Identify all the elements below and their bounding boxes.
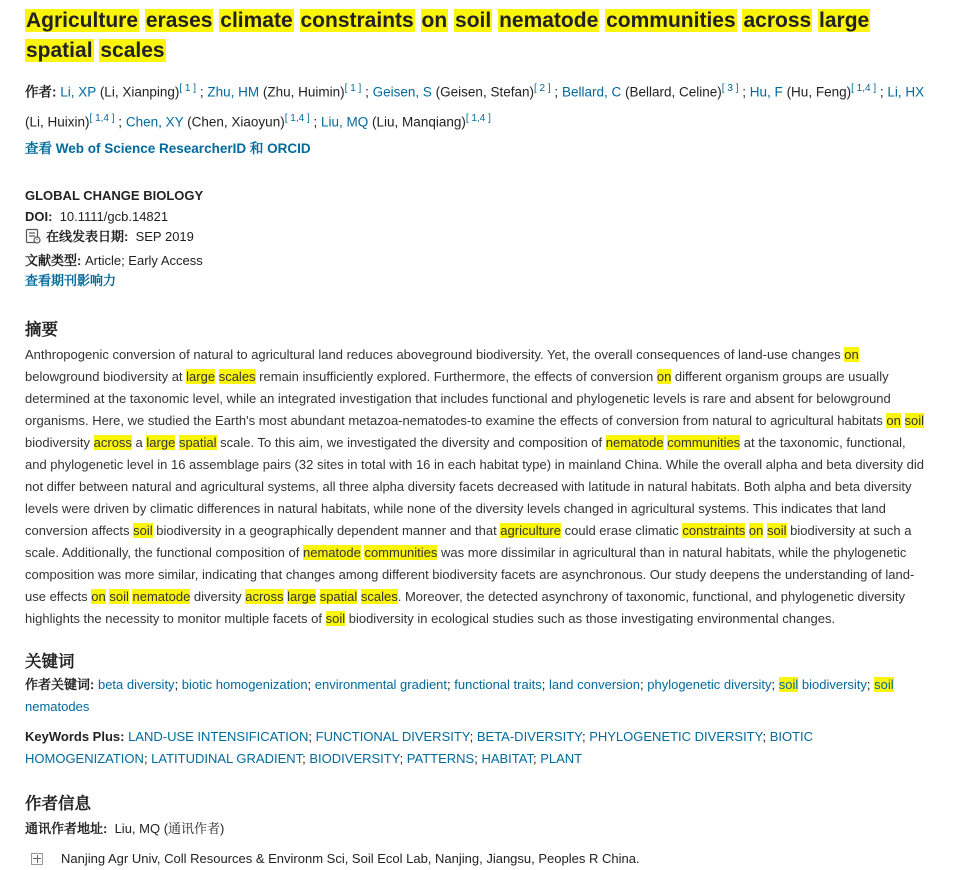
keyword-plus-link[interactable]: PHYLOGENETIC DIVERSITY: [589, 728, 763, 744]
highlighted-term: soil: [133, 522, 153, 538]
keyword-plus-link[interactable]: PATTERNS: [406, 750, 475, 766]
journal-name: GLOBAL CHANGE BIOLOGY: [25, 188, 204, 203]
author-fullname: (Bellard, Celine): [625, 84, 722, 100]
abstract-segment: could erase climatic: [561, 522, 683, 538]
keywords-plus: KeyWords Plus: LAND-USE INTENSIFICATION; FUNCTIONAL DIVERSITY; BETA-DIVERSITY; PHYLOGENETIC DIVERSITY; BIOTIC HOMOGENIZATION; LATITUDINAL GRADIENT; BIODIVERSITY; PATTERNS; HABITAT; PLANT: [25, 728, 814, 766]
calendar-icon: [25, 228, 41, 251]
author-separator: ;: [313, 114, 318, 129]
author-affiliation-ref[interactable]: [ 1,4 ]: [465, 112, 491, 124]
author-fullname: (Liu, Manqiang): [372, 114, 466, 129]
corresponding-author-value: Liu, MQ (通讯作者): [114, 820, 225, 836]
author-separator: ;: [199, 84, 204, 100]
author-fullname: (Geisen, Stefan): [435, 84, 534, 100]
corresponding-author-row: [25, 818, 930, 840]
author-fullname: (Zhu, Huimin): [262, 84, 345, 100]
highlighted-term: nematode: [302, 544, 361, 560]
highlighted-term: communities: [364, 544, 438, 560]
title-word: erases: [145, 9, 213, 32]
abstract-segment: was more dissimilar in agricultural than in natural habitats, while the phylogenetic composition was more similar, indicating that changes among different biodiversity facets are asynchronous. Our study deepens the understanding of land-use effects: [25, 544, 915, 604]
doctype-row: [25, 251, 930, 272]
title-word: constraints: [300, 9, 414, 32]
author-fullname: (Li, Huixin): [25, 114, 90, 129]
authors-label: 作者:: [25, 84, 57, 100]
abstract-heading: 摘要: [25, 320, 58, 339]
author-affiliation-ref[interactable]: [ 1 ]: [179, 83, 197, 94]
title-word: scales: [100, 39, 165, 62]
title-word: large: [819, 9, 870, 32]
researcher-id-link[interactable]: 查看 Web of Science ResearcherID 和 ORCID: [25, 141, 311, 156]
doi-label: DOI:: [25, 208, 53, 224]
abstract-segment: biodiversity: [25, 434, 94, 450]
journal-impact-link[interactable]: 查看期刊影响力: [25, 273, 117, 288]
author-separator: ;: [365, 84, 369, 100]
keywords-plus-label: KeyWords Plus:: [25, 728, 125, 744]
highlighted-term: nematode: [132, 588, 191, 604]
abstract-segment: . Moreover, the detected asynchrony of taxonomic, functional, and phylogenetic diversity highlights the necessity to monitor multiple facets of: [25, 588, 906, 626]
highlighted-term: on: [91, 588, 106, 604]
author-keyword-link[interactable]: [779, 677, 867, 692]
pubdate-label: 在线发表日期:: [46, 229, 129, 244]
corresponding-author-label: 通讯作者地址:: [25, 820, 108, 836]
author-fullname: (Chen, Xiaoyun): [187, 114, 285, 129]
abstract-segment: biodiversity in ecological studies such as those investigating environmental changes.: [345, 610, 836, 626]
highlighted-term: soil: [874, 676, 894, 692]
highlighted-term: on: [748, 522, 764, 538]
abstract-segment: at the taxonomic, functional, and phylogenetic level in 16 assemblage pairs (32 sites in total with 16 in each habitat type) in mainland China. While the overall alpha and beta diversity did not differ between natural and agricultural systems, all three alpha diversity facets decreased with latitude in natural habitats. Both alpha and beta diversity levels were driven by climatic differences in natural habitats, while none of the diversity levels changed in agricultural systems. This indicates that land conversion affects: [25, 434, 924, 538]
author-separator: ;: [554, 84, 559, 100]
keyword-text: biotic homogenization: [181, 676, 308, 692]
highlighted-term: soil: [904, 412, 925, 428]
author-affiliation-ref[interactable]: [ 1 ]: [344, 83, 362, 94]
abstract-segment: different organism groups are usually determined at the taxonomic level, while an integrated investigation that includes functional and phylogenetic levels is rare and absent for belowground organisms. Here, we studied the Earth's most abundant metazoa-nematodes-to examine the effects of conversion from natural to agricultural habitats: [25, 368, 891, 428]
keyword-plus-link[interactable]: PLANT: [540, 750, 583, 766]
doctype-label: 文献类型:: [25, 252, 82, 268]
author-link[interactable]: Liu, MQ: [321, 114, 369, 129]
pubdate-value: SEP 2019: [135, 229, 194, 244]
title-word: communities: [606, 9, 736, 32]
author-keywords: 作者关键词: beta diversity; biotic homogenization; environmental gradient; functional traits; land conversion; phylogenetic diversity; soil biodiversity; soil nematodes: [25, 676, 894, 714]
abstract-segment: biodiversity in a geographically dependent manner and that: [152, 522, 501, 538]
keyword-plus-link[interactable]: BIODIVERSITY: [309, 750, 400, 766]
author-keyword-link[interactable]: [454, 677, 541, 692]
author-keyword-link[interactable]: [647, 677, 771, 692]
record-page: [25, 6, 930, 870]
author-affiliation-ref[interactable]: [ 3 ]: [721, 83, 739, 94]
title-word: spatial: [26, 39, 93, 62]
author-link[interactable]: Zhu, HM: [207, 84, 260, 100]
abstract-segment: scale. To this aim, we investigated the diversity and composition of: [216, 434, 606, 450]
keywords-section: [25, 650, 930, 770]
keyword-plus-link[interactable]: BETA-DIVERSITY: [476, 728, 582, 744]
doi-value: 10.1111/gcb.14821: [59, 208, 169, 224]
author-fullname: (Li, Xianping): [99, 84, 180, 100]
abstract-segment: a: [131, 434, 147, 450]
address-row: [25, 848, 930, 870]
highlighted-term: soil: [778, 676, 799, 692]
pubdate-row: [25, 227, 930, 251]
title-word: Agriculture: [26, 9, 139, 32]
authors-block: [25, 76, 930, 135]
title-word: across: [743, 9, 812, 32]
article-title: [25, 6, 930, 66]
author-affiliation-ref[interactable]: [ 1,4 ]: [89, 112, 115, 124]
abstract-text: [25, 344, 930, 630]
author-affiliation-ref[interactable]: [ 1,4 ]: [851, 83, 877, 94]
expand-plus-icon[interactable]: [31, 853, 43, 865]
author-keyword-link[interactable]: [549, 677, 640, 692]
highlighted-term: spatial: [319, 588, 358, 604]
highlighted-term: soil: [325, 610, 346, 626]
author-separator: ;: [118, 114, 123, 129]
keyword-text: functional traits: [454, 676, 542, 692]
abstract-segment: biodiversity at such a scale. Additionally, the functional composition of: [25, 522, 912, 560]
highlighted-term: on: [656, 368, 672, 384]
keyword-text: biodiversity: [798, 676, 867, 692]
author-link[interactable]: Chen, XY: [125, 114, 184, 129]
author-info-heading: 作者信息: [25, 794, 91, 813]
keyword-text: land conversion: [548, 676, 640, 692]
highlighted-term: large: [146, 434, 176, 450]
abstract-segment: diversity: [190, 588, 246, 604]
highlighted-term: across: [245, 588, 284, 604]
keyword-plus-link[interactable]: BIOTIC HOMOGENIZATION: [25, 728, 814, 766]
highlighted-term: soil: [109, 588, 129, 604]
highlighted-term: on: [844, 346, 859, 362]
author-keyword-link[interactable]: [182, 677, 308, 692]
highlighted-term: large: [186, 368, 216, 384]
keyword-text: environmental gradient: [314, 676, 448, 692]
title-word: soil: [455, 9, 492, 32]
author-affiliation-ref[interactable]: [ 1,4 ]: [284, 112, 310, 124]
author-keywords-label: 作者关键词:: [25, 676, 95, 692]
keyword-plus-link[interactable]: LATITUDINAL GRADIENT: [151, 750, 303, 766]
highlighted-term: nematode: [605, 434, 664, 450]
abstract-segment: Anthropogenic conversion of natural to agricultural land reduces aboveground biodiversity. Yet, the overall consequences of land-use changes: [25, 346, 845, 362]
keyword-plus-link[interactable]: FUNCTIONAL DIVERSITY: [315, 728, 470, 744]
author-link[interactable]: Geisen, S: [372, 84, 432, 100]
author-keyword-link[interactable]: [98, 677, 175, 692]
journal-info: [25, 186, 930, 292]
keyword-plus-link[interactable]: HABITAT: [481, 750, 533, 766]
author-link[interactable]: Li, HX: [887, 84, 925, 100]
keyword-text: phylogenetic diversity: [647, 676, 772, 692]
author-info-section: [25, 792, 930, 870]
author-affiliation-ref[interactable]: [ 2 ]: [533, 83, 551, 94]
highlighted-term: agriculture: [500, 522, 561, 538]
abstract-segment: belowground biodiversity at: [25, 368, 187, 384]
keyword-plus-link[interactable]: LAND-USE INTENSIFICATION: [128, 728, 309, 744]
highlighted-term: constraints: [682, 522, 746, 538]
highlighted-term: spatial: [178, 434, 217, 450]
author-separator: ;: [742, 84, 747, 100]
title-word: on: [421, 9, 448, 32]
address-text: Nanjing Agr Univ, Coll Resources & Environm Sci, Soil Ecol Lab, Nanjing, Jiangsu, Peoples R China.: [61, 850, 640, 866]
highlighted-term: communities: [667, 434, 741, 450]
title-word: climate: [220, 9, 293, 32]
author-separator: ;: [879, 84, 884, 100]
author-link[interactable]: Bellard, C: [561, 84, 622, 100]
highlighted-term: scales: [218, 368, 256, 384]
author-link[interactable]: Hu, F: [749, 84, 783, 100]
title-word: nematode: [499, 9, 599, 32]
keywords-heading: 关键词: [25, 652, 75, 671]
abstract-segment: [901, 413, 905, 428]
abstract-segment: remain insufficiently explored. Furthermore, the effects of conversion: [255, 368, 657, 384]
keyword-text: nematodes: [25, 698, 90, 714]
author-fullname: (Hu, Feng): [786, 84, 852, 100]
highlighted-term: on: [886, 412, 901, 428]
author-link[interactable]: Li, XP: [60, 84, 97, 100]
highlighted-term: across: [93, 434, 132, 450]
doctype-value: Article; Early Access: [84, 252, 203, 268]
highlighted-term: large: [287, 588, 317, 604]
highlighted-term: scales: [360, 588, 398, 604]
keyword-text: beta diversity: [97, 676, 175, 692]
doi-row: [25, 207, 930, 228]
highlighted-term: soil: [766, 522, 787, 538]
author-keyword-link[interactable]: [315, 677, 447, 692]
abstract-section: [25, 318, 930, 630]
